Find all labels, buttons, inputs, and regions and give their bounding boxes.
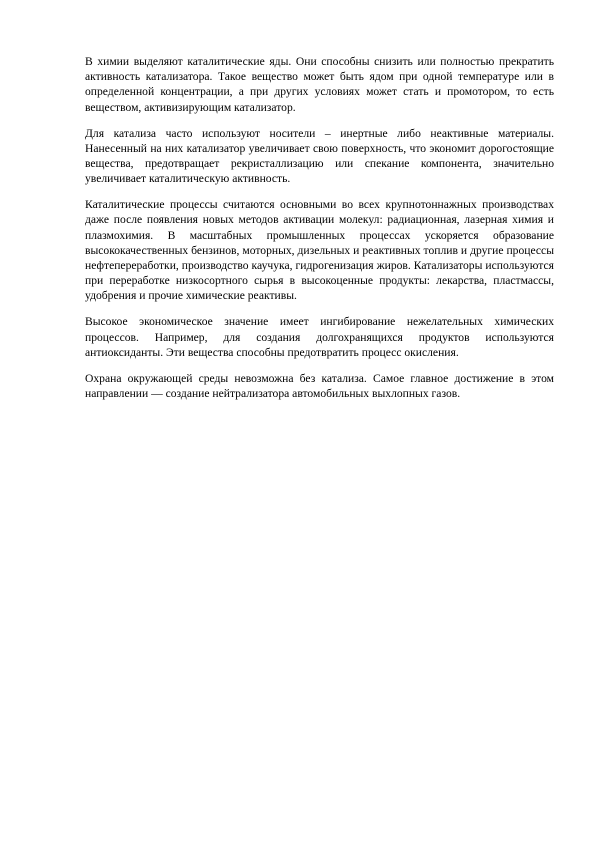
paragraph-environment: Охрана окружающей среды невозможна без катализа. Самое главное достижение в этом направлении — создание нейтрализатора автомобильных выхлопных газов.: [85, 371, 554, 401]
document-body: [85, 54, 554, 412]
paragraph-catalyst-carriers: Для катализа часто используют носители – инертные либо неактивные материалы. Нанесенный на них катализатор увеличивает свою поверхность, что экономит дорогостоящие вещества, предотвращает рекристаллизацию или спекание компонента, значительно увеличивает каталитическую активность.: [85, 126, 554, 186]
paragraph-catalytic-poisons: В химии выделяют каталитические яды. Они способны снизить или полностью прекратить активность катализатора. Такое вещество может быть ядом при одной температуре или в определенной концентрации, а при других условиях может стать и промотором, то есть веществом, активизирующим катализатор.: [85, 55, 554, 114]
paragraph-inhibition: Высокое экономическое значение имеет ингибирование нежелательных химических процессов. Например, для создания долгохранящихся продуктов используются антиоксиданты. Эти вещества способны предотвратить процесс окисления.: [85, 315, 554, 359]
paragraph-industrial-processes: Каталитические процессы считаются основными во всех крупнотоннажных производствах даже после появления новых методов активации молекул: радиационная, лазерная химия и плазмохимия. В масштабных промышленных процессах ускоряется образование высококачественных бензинов, моторных, дизельных и реактивных топлив и другие процессы нефтепереработки, производство каучука, гидрогенизация жиров. Катализаторы используются при переработке низкосортного сырья в высокоценные продукты: лекарства, пластмассы, удобрения и прочие химические реактивы.: [85, 198, 554, 303]
